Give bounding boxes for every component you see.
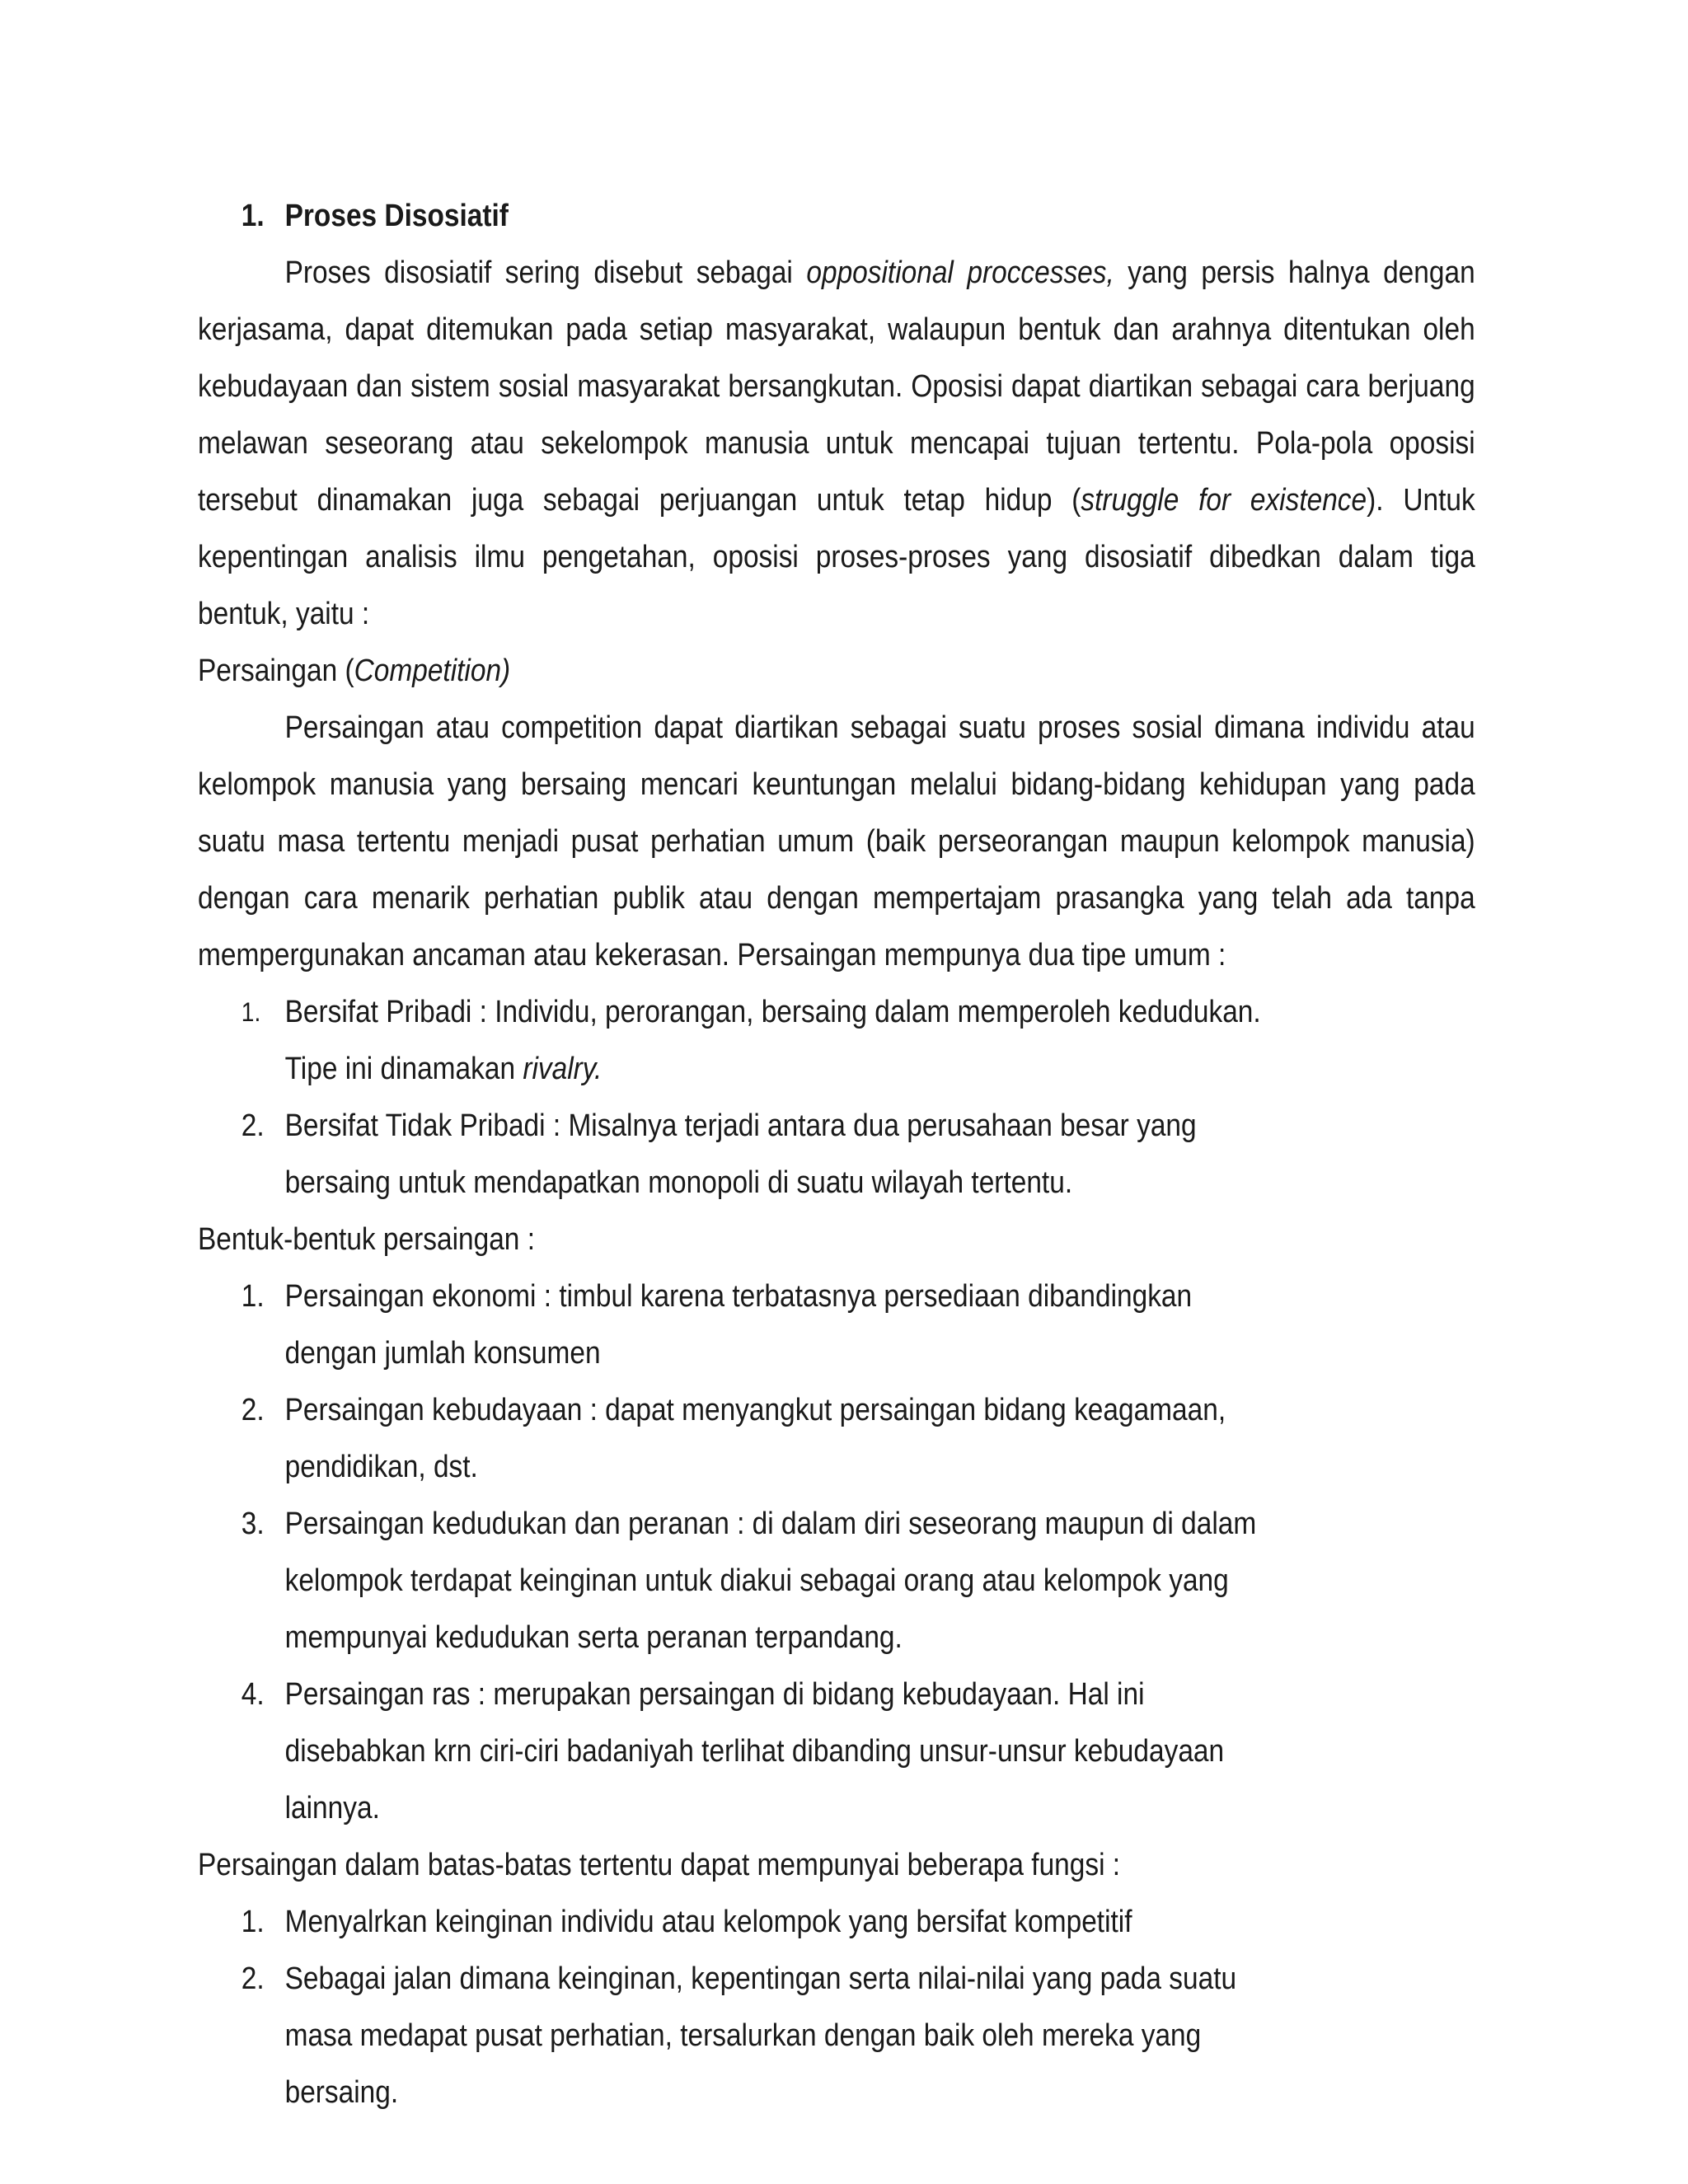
list-number: 1. xyxy=(241,1279,265,1314)
intro-text-2: yang persis halnya dengan kerjasama, dapat ditemukan pada setiap masyarakat, walaupun bentuk dan arahnya ditentukan oleh kebudayaan dan sistem sosial masyarakat bersangkutan. Oposisi dapat diartikan sebagai cara berjuang melawan seseorang atau sekelompok manusia untuk mencapai tujuan tertentu. Pola-pola oposisi tersebut dinamakan juga sebagai perjuangan untuk tetap hidup ( xyxy=(198,255,1475,518)
list-item xyxy=(198,1382,1475,1496)
forms-heading: Bentuk-bentuk persaingan : xyxy=(198,1222,535,1257)
list-number: 3. xyxy=(241,1507,265,1541)
list-number: 1. xyxy=(241,997,261,1027)
list-text: Persaingan kedudukan dan peranan : di dalam diri seseorang maupun di dalam kelompok terdapat keinginan untuk diakui sebagai orang atau kelompok yang mempunyai kedudukan serta peranan terpandang. xyxy=(284,1507,1257,1655)
list-number: 1. xyxy=(241,1905,265,1939)
list-item xyxy=(198,1268,1475,1382)
intro-paragraph xyxy=(198,245,1475,643)
list-text: Sebagai jalan dimana keinginan, kepentingan serta nilai-nilai yang pada suatu masa medapat pusat perhatian, tersalurkan dengan baik oleh mereka yang bersaing. xyxy=(284,1961,1237,2110)
section-heading xyxy=(198,188,1475,245)
list-item xyxy=(198,1894,1475,1951)
list-item xyxy=(198,1666,1475,1837)
competition-functions-list xyxy=(198,1894,1475,2121)
competition-forms-list xyxy=(198,1268,1475,1837)
list-item xyxy=(198,984,1475,1098)
list-text: Bersifat Tidak Pribadi : Misalnya terjadi antara dua perusahaan besar yang bersaing untuk mendapatkan monopoli di suatu wilayah tertentu. xyxy=(284,1108,1197,1200)
intro-text-3: ). Untuk kepentingan analisis ilmu pengetahan, oposisi proses-proses yang disosiatif dibedkan dalam tiga bentuk, yaitu : xyxy=(198,483,1475,631)
competition-heading-italic: Competition) xyxy=(354,654,511,688)
list-item xyxy=(198,1098,1475,1212)
list-number: 4. xyxy=(241,1677,265,1712)
list-number: 2. xyxy=(241,1961,265,1996)
list-text: Persaingan kebudayaan : dapat menyangkut persaingan bidang keagamaan, pendidikan, dst. xyxy=(284,1393,1226,1484)
type-text: Bersifat Pribadi : Individu, perorangan, bersaing dalam memperoleh kedudukan. Tipe ini dinamakan xyxy=(284,995,1261,1086)
list-text: Persaingan ekonomi : timbul karena terbatasnya persediaan dibandingkan dengan jumlah konsumen xyxy=(284,1279,1193,1371)
intro-text-1: Proses disosiatif sering disebut sebagai xyxy=(284,255,807,290)
list-number: 2. xyxy=(241,1108,265,1143)
list-text: Persaingan ras : merupakan persaingan di bidang kebudayaan. Hal ini disebabkan krn ciri-ciri badaniyah terlihat dibanding unsur-unsur kebudayaan lainnya. xyxy=(284,1677,1225,1825)
list-item xyxy=(198,1951,1475,2121)
competition-heading-prefix: Persaingan ( xyxy=(198,654,354,688)
section-number: 1. xyxy=(241,199,265,233)
intro-italic-1: oppositional proccesses, xyxy=(806,255,1114,290)
list-item xyxy=(198,1496,1475,1666)
document-body xyxy=(198,188,1475,2121)
list-number: 2. xyxy=(241,1393,265,1427)
list-text: Menyalrkan keinginan individu atau kelompok yang bersifat kompetitif xyxy=(284,1905,1132,1939)
type-italic: rivalry. xyxy=(523,1052,603,1086)
competition-paragraph: Persaingan atau competition dapat diartikan sebagai suatu proses sosial dimana individu atau kelompok manusia yang bersaing mencari keuntungan melalui bidang-bidang kehidupan yang pada suatu masa tertentu menjadi pusat perhatian umum (baik perseorangan maupun kelompok manusia) dengan cara menarik perhatian publik atau dengan mempertajam prasangka yang telah ada tanpa mempergunakan ancaman atau kekerasan. Persaingan mempunya dua tipe umum : xyxy=(198,710,1475,972)
list-text xyxy=(285,984,1264,1098)
intro-italic-2: struggle for existence xyxy=(1081,483,1367,518)
competition-heading xyxy=(198,643,1475,700)
functions-heading: Persaingan dalam batas-batas tertentu dapat mempunyai beberapa fungsi : xyxy=(198,1848,1121,1882)
section-title: Proses Disosiatif xyxy=(284,199,509,233)
competition-types-list xyxy=(198,984,1475,1212)
